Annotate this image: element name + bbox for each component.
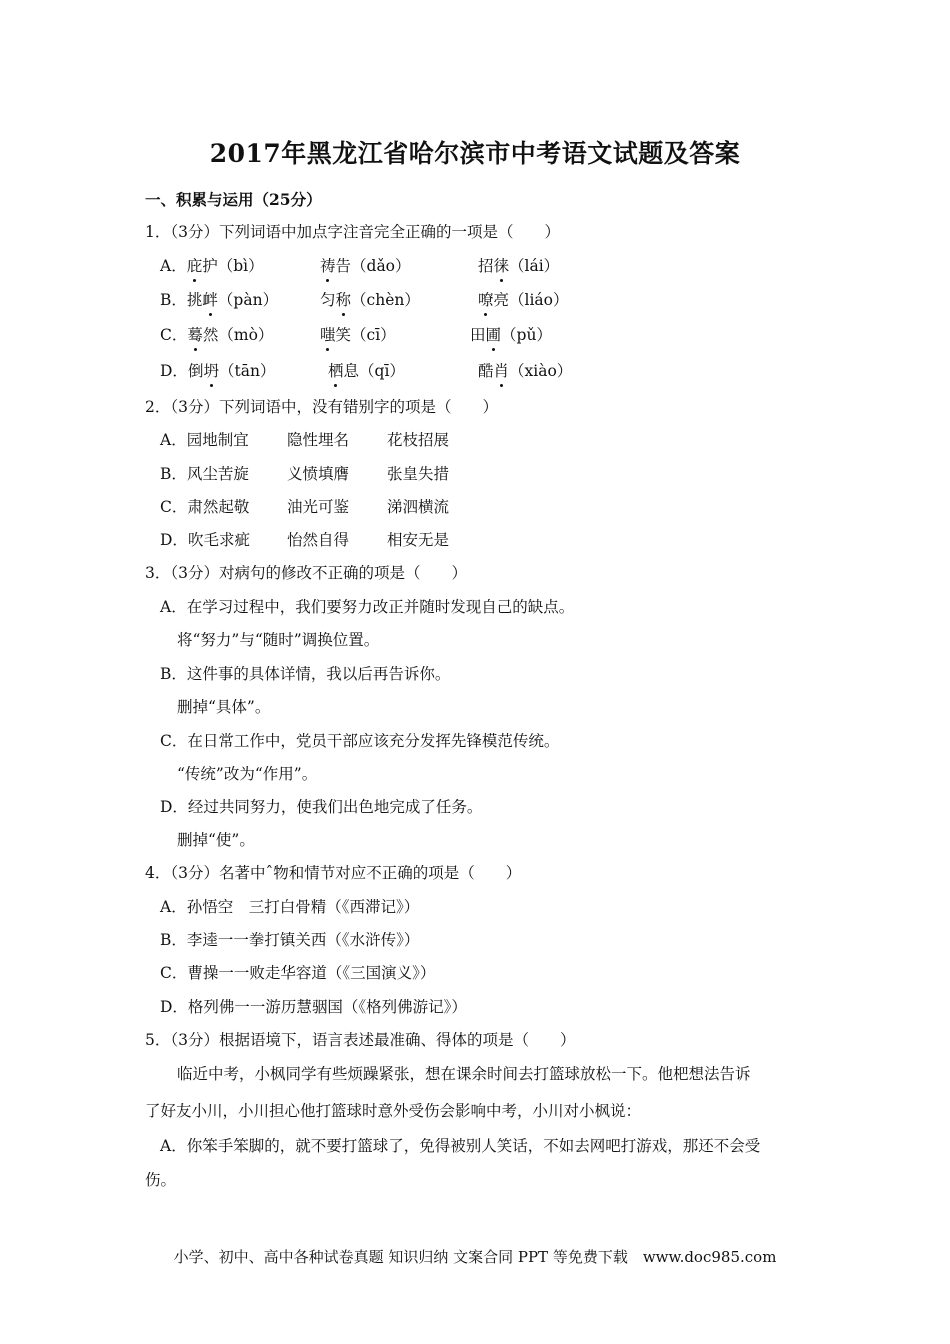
section-heading: 一、积累与运用（25分） [145, 190, 322, 209]
q5-option-a-line2: 伤。 [145, 1171, 177, 1189]
word-rest: （chèn） [351, 291, 420, 309]
q1-option-a [160, 256, 264, 276]
q2-option-a-idiom3: 花枝招展 [387, 431, 450, 449]
option-label: C． [160, 326, 188, 344]
dotted-char: 肖 [493, 362, 510, 380]
word-rest: （pǔ） [501, 326, 552, 344]
idiom: 肃然起敬 [187, 498, 250, 516]
q3-option-d-fix: 删掉“使”。 [177, 831, 255, 849]
dotted-char: 栖 [328, 362, 344, 380]
idiom: 园地制宜 [186, 431, 249, 449]
idiom: 风尘苦旋 [186, 465, 249, 483]
dotted-char: 嗤 [320, 326, 336, 344]
word-char: 招 [478, 257, 494, 275]
option-label: C． [160, 498, 188, 516]
word-char: 挑 [186, 291, 203, 309]
q3-option-b: B．这件事的具体详情，我以后再告诉你。 [160, 665, 451, 683]
q3-option-a: A．在学习过程中，我们要努力改正并随时发现自己的缺点。 [160, 598, 575, 616]
q3-option-b-fix: 删掉“具体”。 [177, 698, 271, 716]
q1-option-d [160, 361, 275, 381]
question-1-stem: 1．（3分）下列词语中加点字注音完全正确的一项是（ ） [145, 223, 560, 241]
q5-context-line2: 了好友小川，小川担心他打篮球时意外受伤会影响中考，小川对小枫说： [145, 1102, 642, 1120]
word-char: 酷 [478, 362, 494, 380]
q1-option-a-word3 [478, 256, 559, 276]
q1-option-c [160, 325, 273, 345]
question-2-stem: 2．（3分）下列词语中，没有错别字的项是（ ） [145, 398, 498, 416]
q4-option-d: D．格列佛一一游历慧骃国（《格列佛游记》） [160, 998, 467, 1016]
word-rest: （xiào） [509, 362, 573, 380]
q2-option-b-idiom2: 义愤填膺 [287, 465, 350, 483]
q1-option-a-word2 [320, 256, 411, 276]
idiom: 吹毛求疵 [187, 531, 250, 549]
q2-option-a-idiom2: 隐性埋名 [287, 431, 350, 449]
word-rest: （pàn） [217, 291, 279, 309]
q3-option-c-fix: “传统”改为“作用”。 [177, 765, 318, 783]
dotted-char: 祷 [320, 257, 336, 275]
word-rest: 然（mò） [202, 326, 274, 344]
q1-option-b-word2 [320, 290, 420, 310]
q4-option-c: C．曹操一一败走华容道（《三国演义》） [160, 964, 436, 982]
option-label: D． [160, 531, 188, 549]
q2-option-b [160, 464, 249, 484]
q2-option-a [160, 430, 249, 450]
word-rest: （lái） [509, 257, 560, 275]
option-label: B． [160, 291, 187, 309]
word-rest: 亮（liáo） [493, 291, 569, 309]
q4-option-a: A．孙悟空 三打白骨精（《西滞记》） [160, 898, 420, 916]
q4-option-b: B．李逵一一拳打镇关西（《水浒传》） [160, 931, 420, 949]
word-rest: （tān） [218, 362, 276, 380]
q3-option-c: C．在日常工作中，党员干部应该充分发挥先锋模范传统。 [160, 732, 560, 750]
q2-option-c-idiom2: 油光可鉴 [287, 498, 350, 516]
dotted-char: 蓦 [187, 326, 203, 344]
q2-option-d-idiom3: 相安无是 [387, 531, 450, 549]
q1-option-b [160, 290, 278, 310]
dotted-char: 庇 [186, 257, 203, 275]
dotted-char: 称 [335, 291, 352, 309]
q1-option-d-word3 [478, 361, 572, 381]
word-char: 倒 [187, 362, 204, 380]
q3-option-a-fix: 将“努力”与“随时”调换位置。 [177, 631, 380, 649]
question-4-stem: 4．（3分）名著中ˆ物和情节对应不正确的项是（ ） [145, 864, 522, 882]
q2-option-c [160, 497, 249, 517]
q2-option-b-idiom3: 张皇失措 [387, 465, 450, 483]
option-label: D． [160, 362, 188, 380]
dotted-char: 衅 [202, 291, 218, 309]
option-label: B． [160, 465, 187, 483]
option-label: A． [160, 431, 187, 449]
question-5-stem: 5．（3分）根据语境下，语言表述最准确、得体的项是（ ） [145, 1031, 576, 1049]
q2-option-d [160, 530, 250, 550]
q1-option-c-word2 [320, 325, 396, 345]
q2-option-d-idiom2: 怡然自得 [287, 531, 350, 549]
q2-option-c-idiom3: 涕泗横流 [387, 498, 450, 516]
word-rest: 告（dǎo） [335, 257, 411, 275]
q1-option-c-word3 [470, 325, 552, 345]
word-rest: 护（bì） [202, 257, 264, 275]
q3-option-d: D．经过共同努力，使我们出色地完成了任务。 [160, 798, 483, 816]
dotted-char: 徕 [493, 257, 510, 275]
page-title: 2017年黑龙江省哈尔滨市中考语文试题及答案 [209, 139, 741, 168]
word-char: 匀 [320, 291, 336, 309]
dotted-char: 坍 [203, 362, 219, 380]
q5-context-line1: 临近中考，小枫同学有些烦躁紧张，想在课余时间去打篮球放松一下。他杷想法告诉 [177, 1065, 751, 1083]
dotted-char: 圃 [485, 326, 502, 344]
word-rest: 息（qī） [343, 362, 405, 380]
word-char: 田 [470, 326, 486, 344]
word-rest: 笑（cī） [335, 326, 396, 344]
option-label: A． [160, 257, 187, 275]
page-footer: 小学、初中、高中各种试卷真题 知识归纳 文案合同 PPT 等免费下载 www.doc985.com [173, 1248, 777, 1266]
q5-option-a-line1: A．你笨手笨脚的，就不要打篮球了，免得被别人笑话，不如去网吧打游戏，那还不会受 [160, 1137, 761, 1155]
question-3-stem: 3．（3分）对病句的修改不正确的项是（ ） [145, 564, 467, 582]
q1-option-d-word2 [328, 361, 405, 381]
dotted-char: 嘹 [478, 291, 494, 309]
q1-option-b-word3 [478, 290, 569, 310]
